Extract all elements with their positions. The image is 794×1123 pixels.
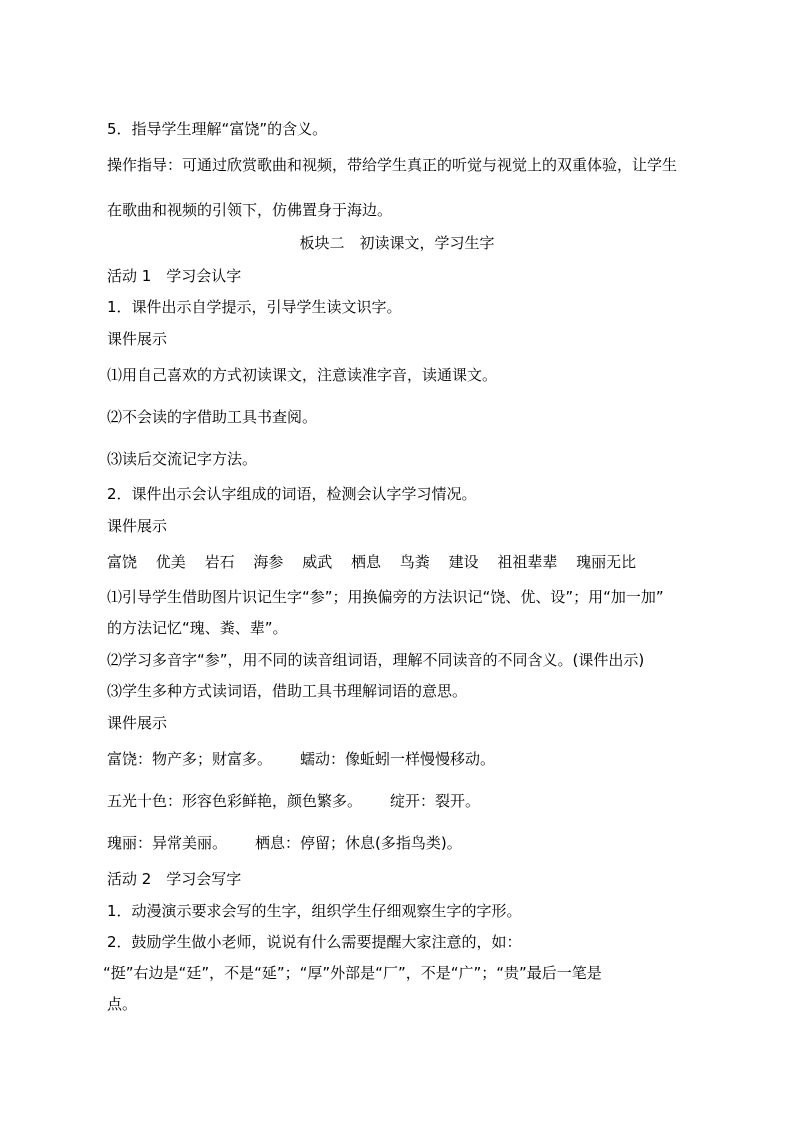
word-item: 海参	[253, 553, 284, 571]
word-item: 富饶	[107, 553, 138, 571]
definition: 五光十色：形容色彩鲜艳，颜色繁多。	[107, 792, 363, 810]
definition: 栖息：停留；休息(多指鸟类)。	[255, 834, 462, 852]
method-2: ⑵学习多音字“参”，用不同的读音组词语，理解不同读音的不同含义。(课件出示)	[107, 651, 645, 669]
word-item: 祖祖辈辈	[497, 553, 558, 571]
word-item: 建设	[448, 553, 479, 571]
word-item: 岩石	[204, 553, 235, 571]
definition: 蠕动：像蚯蚓一样慢慢移动。	[300, 750, 496, 768]
activity-2-title: 活动 2 学习会写字	[107, 870, 242, 888]
self-study-tip-2: ⑵不会读的字借助工具书查阅。	[107, 408, 318, 426]
activity-1-step-2: 2．课件出示会认字组成的词语，检测会认字学习情况。	[107, 485, 477, 503]
courseware-label-1: 课件展示	[107, 330, 168, 348]
activity-1-title: 活动 1 学习会认字	[107, 267, 242, 285]
definition: 绽开：裂开。	[390, 792, 481, 810]
activity-1-step-1: 1．课件出示自学提示，引导学生读文识字。	[107, 298, 402, 316]
method-3: ⑶学生多种方式读词语，借助工具书理解词语的意思。	[107, 682, 468, 700]
activity-2-step-1: 1．动漫演示要求会写的生字，组织学生仔细观察生字的字形。	[107, 902, 522, 920]
operation-guide-line-2: 在歌曲和视频的引领下，仿佛置身于海边。	[107, 201, 393, 219]
word-item: 威武	[302, 553, 333, 571]
word-list	[107, 552, 727, 572]
self-study-tip-3: ⑶读后交流记字方法。	[107, 450, 258, 468]
definition: 瑰丽：异常美丽。	[107, 834, 228, 852]
courseware-label-3: 课件展示	[107, 714, 168, 732]
self-study-tip-1: ⑴用自己喜欢的方式初读课文，注意读准字音，读通课文。	[107, 366, 498, 384]
definition: 富饶：物产多；财富多。	[107, 750, 273, 768]
writing-note-line-1: “挺”右边是“廷”，不是“延”；“厚”外部是“厂”，不是“广”；“贵”最后一笔是	[103, 964, 602, 982]
word-item: 优美	[155, 553, 186, 571]
courseware-label-2: 课件展示	[107, 517, 168, 535]
step-5: 5．指导学生理解“富饶”的含义。	[107, 120, 328, 138]
method-1-line-2: 的方法记忆“瑰、粪、辈”。	[107, 619, 288, 637]
method-1-line-1: ⑴引导学生借助图片识记生字“参”；用换偏旁的方法识记“饶、优、设”；用“加一加”	[107, 588, 664, 606]
writing-note-line-2: 点。	[107, 995, 138, 1013]
definition-row-1	[107, 749, 727, 769]
section-title: 板块二 初读课文，学习生字	[299, 234, 495, 252]
definition-row-2	[107, 791, 727, 811]
word-item: 栖息	[350, 553, 381, 571]
word-item: 瑰丽无比	[576, 553, 637, 571]
word-item: 鸟粪	[399, 553, 430, 571]
activity-2-step-2: 2．鼓励学生做小老师，说说有什么需要提醒大家注意的，如：	[107, 933, 522, 951]
definition-row-3	[107, 833, 727, 853]
operation-guide-line-1: 操作指导：可通过欣赏歌曲和视频，带给学生真正的听觉与视觉上的双重体验，让学生	[107, 156, 678, 174]
